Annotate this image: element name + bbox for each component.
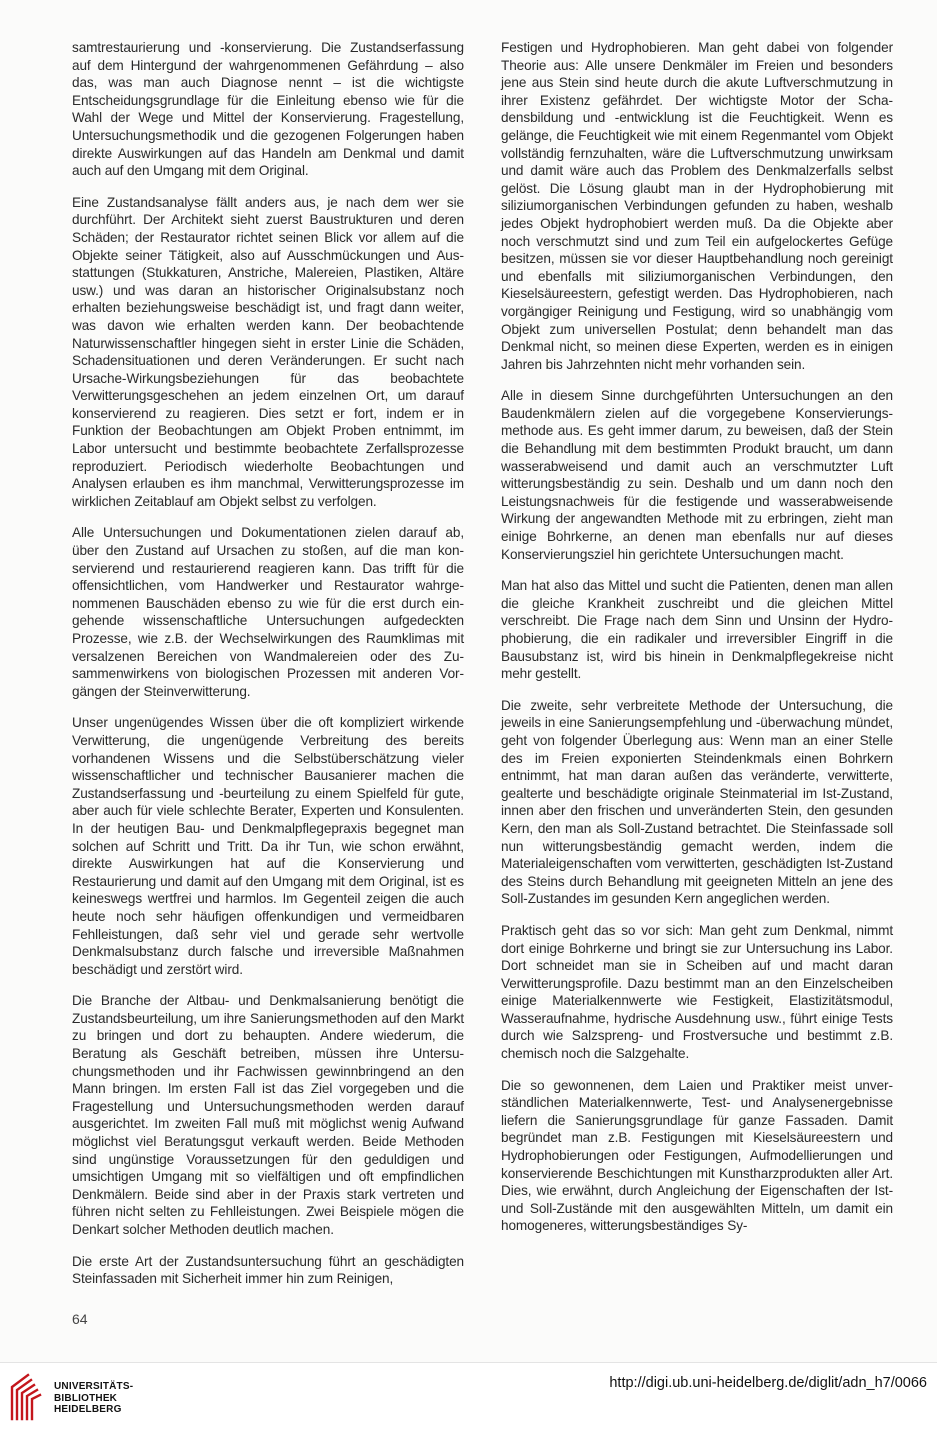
paragraph: Festigen und Hydrophobieren. Man geht dabei von folgender Theorie aus: Alle unsere Denkmäler im Freien und besonders jene aus Stein sind heute durch die akute Luftverschmutzung in ihrer Existenz gefährdet. Der wichtigste Motor der Schadensbildung und -entwicklung ist die Feuchtigkeit. Wenn es gelänge, die Feuchtigkeit wie mit einem Regenmantel vom Objekt vollständig fernzuhalten, wäre die Luftverschmutzung unwirksam und damit wäre auch das Problem des Denkmalzerfalls selbst gelöst. Die Lösung glaubt man in der Hydrophobierung mit siliziumorganischen Verbindungen gefunden zu haben, weshalb jedes Objekt hydrophobiert werden muß. Da die Objekte aber noch verschmutzt sind und zum Teil ein aufgelockertes Gefüge besitzen, müssen sie vor dieser Hauptbehandlung noch gereinigt und ebenfalls mit siliziumorganischen Verbindungen, den Kieselsäureestern, gefestigt werden. Das Hydrophobieren, nach vorgängiger Reinigung und Festigung, wird so unabhängig vom Objekt zum universellen Postulat; denn behandelt man das Denkmal nicht, so meinen diese Experten, werden es in einigen Jahren bis Jahrzehnten nicht mehr vorhanden sein. [501,40,893,372]
paragraph: Man hat also das Mittel und sucht die Patienten, denen man allen die gleiche Krankheit zuschreibt und die gleichen Mittel verschreibt. Die Frage nach dem Sinn und Unsinn der Hydrophobierung, die ein radikaler und irreversibler Eingriff in die Bausubstanz ist, wird bis hinein in Denkmalpflegekreise nicht mehr gestellt. [501,578,893,682]
right-column [501,39,893,1249]
institution-line: HEIDELBERG [54,1404,122,1415]
paragraph: Unser ungenügendes Wissen über die oft kompliziert wirkende Verwitterung, die ungenügende Verbreitung des bereits vorhandenen Wissens und die Selbstüberschätzung vieler wissenschaftlicher und technischer Bausanierer machen die Zustandserfassung und -beurteilung zu einem Spielfeld für gute, aber auch für viele schlechte Berater, Experten und Konsulenten. In der heutigen Bau- und Denkmalpflegepraxis begegnet man solchen auf Schritt und Tritt. Da ihr Tun, wie schon erwähnt, direkte Auswirkungen hat auf die Konservierung und Restaurierung und damit auf den Umgang mit dem Original, ist es keineswegs wertfrei und harmlos. Im Gegenteil zeigen die auch heute noch sehr häufigen offenkundigen und vermeidbaren Fehlleistungen, daß sehr viel und gerade sehr wertvolle Denkmalsubstanz durch falsche und irreversible Maßnahmen beschädigt und zerstört wird. [72,715,464,977]
paragraph: Die so gewonnenen, dem Laien und Praktiker meist unverständlichen Materialkennwerte, Test- und Analysenergebnisse liefern die Sanierungsgrundlage für ganze Fassaden. Damit begründet man z.B. Festigungen mit Kieselsäureestern und Hydrophobierungen oder Festigungen, Aufmodellierungen und konservierende Beschichtungen mit Kunstharzprodukten aller Art. Dies, wie erwähnt, durch Angleichung der Eigenschaften der Ist- und Soll-Zustände mit den ausgewählten Mitteln, um damit ein homogeneres, witterungsbeständiges Sy- [501,1077,893,1234]
footer-bar [0,1362,937,1432]
institution-line: BIBLIOTHEK [54,1392,118,1404]
left-column [72,39,464,1302]
paragraph: Eine Zustandsanalyse fällt anders aus, je nach dem wer sie durchführt. Der Architekt sieht zuerst Baustrukturen und deren Schäden; der Restaurator richtet seinen Blick vor allem auf die Objekte seiner Tätigkeit, also auf Ausschmückungen und Ausstattungen (Stukkaturen, Anstriche, Malereien, Plastiken, Altäre usw.) und was daran an historischer Originalsubstanz noch erhalten beziehungsweise beschädigt ist, und fragt dann weiter, was davon wie erhalten werden kann. Der beobachtende Naturwissenschaftler hingegen sieht in erster Linie die Schäden, Schadensituationen und deren Veränderungen. Er sucht nach Ursache-Wirkungsbeziehungen für das beobachtete Verwitterungsgeschehen an jedem einzelnen Ort, um darauf konservierend zu reagieren. Dies setzt er fort, indem er in Funktion der Beobachtungen am Objekt Proben entnimmt, im Labor untersucht und bestimmte beobachtete Zerfallsprozesse reproduziert. Periodisch wiederholte Beobachtungen und Analysen erlauben es ihm manchmal, Verwitterungsprozesse im wirklichen Zeitablauf am Objekt selbst zu verfolgen. [72,194,464,509]
paragraph: Die Branche der Altbau- und Denkmalsanierung benötigt die Zustandsbeurteilung, um ihre Sanierungsmethoden auf den Markt zu bringen und dort zu behaupten. Andere wiederum, die Beratung als Geschäft betreiben, müssen ihre Untersuchungsmethoden und ihr Fachwissen gewinnbringend an den Mann bringen. Im ersten Fall ist das Ziel vorgegeben und die Fragestellung und Untersuchungsmethoden werden darauf ausgerichtet. Im zweiten Fall muß mit möglichst wenig Aufwand möglichst viel Beratungsgut verkauft werden. Beide Methoden sind ungünstige Voraussetzungen für den geduldigen und umsichtigen Umgang mit so vielfältigen und oft empfindlichen Denkmälern. Beide sind aber in der Praxis stark vertreten und führen nicht selten zu Fehlleistungen. Zwei Beispiele mögen die Denkart solcher Methoden deutlich machen. [72,993,464,1237]
institution-line: UNIVERSITÄTS- [54,1381,134,1392]
institution-name [54,1381,133,1416]
paragraph: Die zweite, sehr verbreitete Methode der Untersuchung, die jeweils in eine Sanierungsempfehlung und -überwachung mündet, geht von folgender Überlegung aus: Wenn man an einer Stelle des im Freien exponierten Steindenkmals einen Bohrkern entnimmt, hat man daran außen das veränderte, verwitterte, gealterte und beschädigte originale Steinmaterial im Ist-Zustand, innen aber den frischen und unveränderten Stein, den gesunden Kern, den man als Soll-Zustand betrachtet. Die Steinfassade soll nun witterungsbeständig gemacht werden, indem die Materialeigenschaften vom verwitterten, geschädigten Ist-Zustand des Steins durch Behandlung mit geeigneten Mitteln an jene des Soll-Zustandes im gesunden Kern angeglichen werden. [501,697,893,907]
paragraph: Praktisch geht das so vor sich: Man geht zum Denkmal, nimmt dort einige Bohrkerne und bringt sie zur Untersuchung ins Labor. Dort schneidet man sie in Scheiben auf und macht daran Verwitterungsprofile. Dazu bestimmt man an den Einzelscheiben einige Materialkennwerte wie Festigkeit, Elastizitätsmodul, Wasseraufnahme, hydrische Ausdehnung usw., führt einige Tests durch wie Salzspreng- und Frostversuche und bestimmt z.B. chemisch noch die Salzgehalte. [501,922,893,1062]
source-url-link[interactable]: http://digi.ub.uni-heidelberg.de/diglit/adn_h7/0066 [609,1375,927,1391]
paragraph: samtrestaurierung und -konservierung. Die Zustandserfassung auf dem Hintergund der wahrgenommenen Gefährdung – also das, was man auch Diagnose nennt – ist die wichtigste Entscheidungsgrundlage für die Einleitung ebenso wie für die Wahl der Wege und Mittel der Konservierung. Fragestellung, Untersuchungsmethodik und die gezogenen Folgerungen haben direkte Auswirkungen auf das Handeln am Denkmal und damit auch auf den Umgang mit dem Original. [72,40,464,179]
paragraph: Die erste Art der Zustandsuntersuchung führt an geschädigten Steinfassaden mit Sicherheit immer hin zum Reinigen, [72,1253,464,1287]
university-library-logo-icon[interactable] [10,1373,44,1421]
page-number: 64 [72,1311,88,1327]
paragraph: Alle in diesem Sinne durchgeführten Untersuchungen an den Baudenkmälern zielen auf die vorgegebene Konservierungsmethode aus. Es geht immer darum, zu beweisen, daß der Stein die Behandlung mit dem bestimmten Produkt braucht, um dann wasserabweisend und damit auch an verschmutzter Luft witterungsbeständig zu sein. Deshalb und um dann noch den Leistungsnachweis für die festigende und wasserabweisende Wirkung der angewandten Methode mit zu erbringen, zieht man einige Bohrkerne, an denen man ebenfalls nur auf dieses Konservierungsziel hin gerichtete Untersuchungen macht. [501,388,893,562]
paragraph: Alle Untersuchungen und Dokumentationen zielen darauf ab, über den Zustand auf Ursachen zu stoßen, auf die man konservierend und restaurierend reagieren kann. Das trifft für die offensichtlichen, vom Handwerker und Restaurator wahrgenommenen Bauschäden ebenso zu wie für die erst durch eingehende wissenschaftliche Untersuchungen aufgedeckten Prozesse, wie z.B. der Wechselwirkungen des Raumklimas mit versalzenen Bereichen von Wandmalereien oder des Zusammenwirkens von biologischen Prozessen mit anderen Vorgängen der Steinverwitterung. [72,525,464,699]
